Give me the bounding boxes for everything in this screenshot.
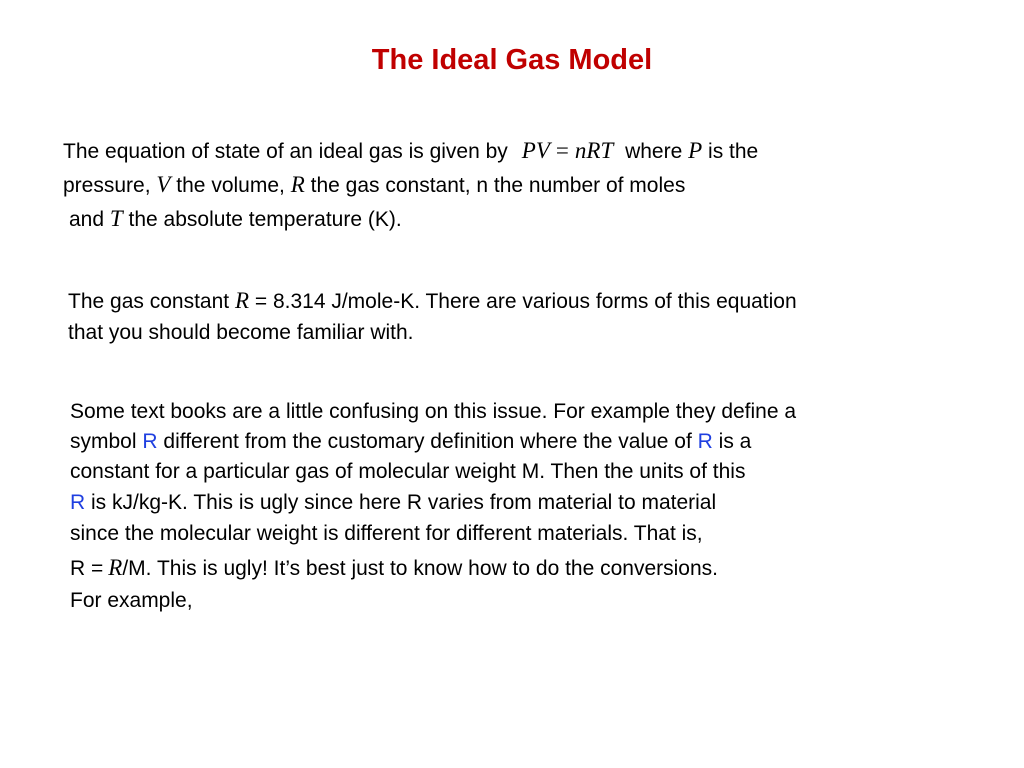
p3-text-6a: R = bbox=[70, 557, 104, 580]
p2-line-2: that you should become familiar with. bbox=[68, 321, 414, 344]
p3-text-2c: is a bbox=[718, 430, 752, 453]
p3-text-2b: different from the customary definition where the value of bbox=[163, 430, 692, 453]
p3-line-4 bbox=[70, 491, 716, 515]
ideal-gas-equation bbox=[522, 139, 613, 163]
var-r: R bbox=[290, 172, 305, 197]
slide-title: The Ideal Gas Model bbox=[371, 44, 653, 76]
p3-line-7: For example, bbox=[70, 589, 193, 612]
p3-text-4b: is kJ/kg-K. This is ugly since here R varies from material to material bbox=[91, 491, 717, 514]
p1-line-3 bbox=[69, 207, 402, 232]
p3-text-2a: symbol bbox=[70, 430, 137, 453]
var-r-italic: R bbox=[108, 555, 123, 580]
p3-line-3: constant for a particular gas of molecular weight M. Then the units of this bbox=[70, 460, 746, 483]
var-p: P bbox=[688, 138, 703, 163]
p3-line-5: since the molecular weight is different for different materials. That is, bbox=[70, 522, 703, 545]
p3-line-6 bbox=[70, 556, 718, 581]
p3-line-1: Some text books are a little confusing on this issue. For example they define a bbox=[70, 400, 797, 423]
p2-text-1b: = 8.314 J/mole-K. There are various forms of this equation bbox=[254, 290, 797, 313]
var-v: V bbox=[156, 172, 171, 197]
var-r-gas-constant: R bbox=[234, 288, 250, 313]
p1-text-1a: The equation of state of an ideal gas is given by bbox=[63, 140, 508, 163]
symbol-r-highlight: R bbox=[142, 430, 158, 453]
symbol-r-highlight-2: R bbox=[697, 430, 713, 453]
p3-line-2 bbox=[70, 430, 751, 454]
p1-text-1c: is the bbox=[708, 140, 759, 163]
symbol-r-highlight-3: R bbox=[70, 491, 86, 514]
p1-text-3a: and bbox=[69, 208, 105, 231]
p1-text-2a: pressure, bbox=[63, 174, 151, 197]
eq-right: nRT bbox=[574, 138, 614, 163]
p1-text-2b: the volume, bbox=[176, 174, 285, 197]
p3-text-6b: /M. This is ugly! It’s best just to know how to do the conversions. bbox=[122, 557, 718, 580]
p1-line-2 bbox=[63, 173, 685, 198]
p2-text-1a: The gas constant bbox=[68, 290, 230, 313]
var-t: T bbox=[109, 206, 123, 231]
p1-line-1 bbox=[63, 139, 758, 164]
p1-text-2c: the gas constant, n the number of moles bbox=[310, 174, 686, 197]
p2-line-1 bbox=[68, 289, 797, 314]
eq-left: PV bbox=[521, 138, 550, 163]
p1-text-3b: the absolute temperature (K). bbox=[128, 208, 402, 231]
eq-sign: = bbox=[555, 138, 569, 163]
p1-text-1b: where bbox=[625, 140, 683, 163]
